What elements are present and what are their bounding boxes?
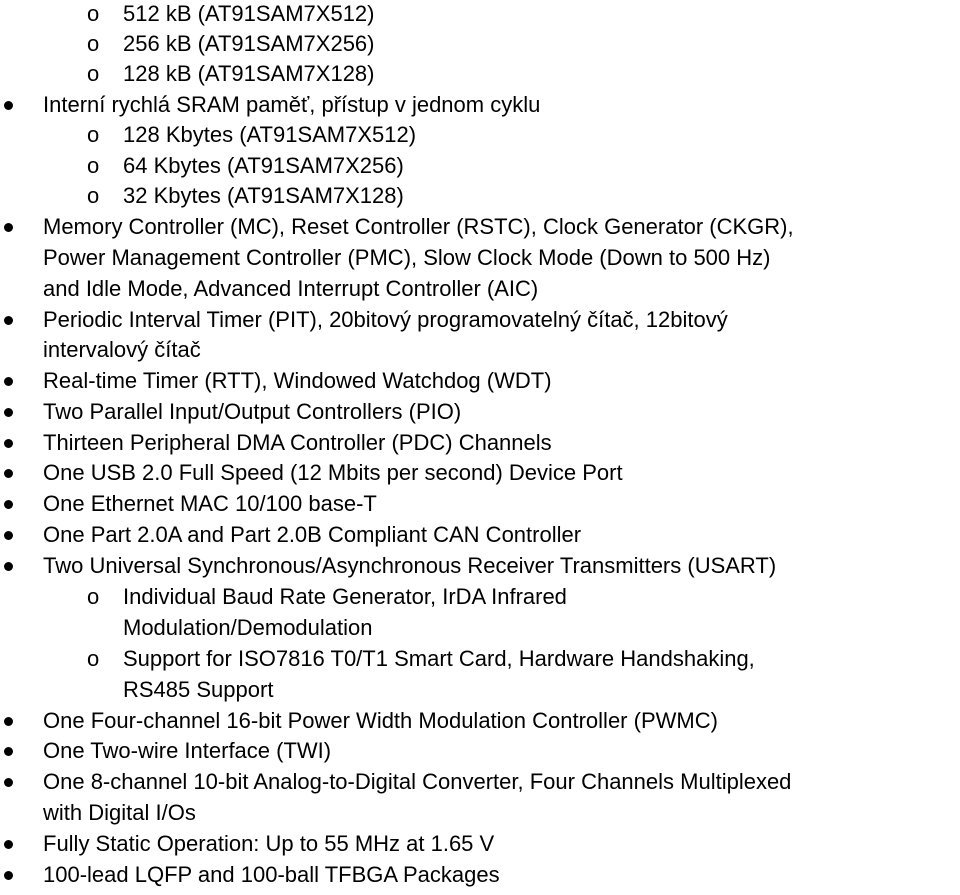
item-text: One Two-wire Interface (TWI) bbox=[43, 738, 332, 763]
sub-bullet-marker: o bbox=[87, 183, 100, 208]
item-text: One Four-channel 16-bit Power Width Modulation Controller (PWMC) bbox=[43, 708, 718, 733]
bullet-item bbox=[0, 429, 960, 459]
sub-item bbox=[0, 152, 960, 182]
bullet-dot-icon bbox=[4, 469, 13, 478]
bullet-dot-icon bbox=[4, 408, 13, 417]
bullet-item bbox=[0, 521, 960, 551]
bullet-dot-icon bbox=[4, 316, 13, 325]
item-text: One USB 2.0 Full Speed (12 Mbits per second) Device Port bbox=[43, 460, 623, 485]
bullet-item bbox=[0, 737, 960, 767]
bullet-dot-icon bbox=[4, 439, 13, 448]
item-text: Support for ISO7816 T0/T1 Smart Card, Hardware Handshaking, bbox=[123, 646, 755, 671]
bullet-item bbox=[0, 367, 960, 397]
item-text: Real-time Timer (RTT), Windowed Watchdog (WDT) bbox=[43, 368, 552, 393]
bullet-item bbox=[0, 398, 960, 428]
item-text: Fully Static Operation: Up to 55 MHz at 1.65 V bbox=[43, 831, 495, 856]
bullet-item bbox=[0, 459, 960, 489]
item-text: Power Management Controller (PMC), Slow Clock Mode (Down to 500 Hz) bbox=[43, 245, 771, 270]
item-text: Two Universal Synchronous/Asynchronous Receiver Transmitters (USART) bbox=[43, 553, 777, 578]
item-text: Thirteen Peripheral DMA Controller (PDC) Channels bbox=[43, 430, 552, 455]
item-text: 128 Kbytes (AT91SAM7X512) bbox=[123, 122, 417, 147]
sub-bullet-marker: o bbox=[87, 646, 100, 671]
bullet-dot-icon bbox=[4, 223, 13, 232]
continuation-line bbox=[0, 336, 960, 366]
item-text: Individual Baud Rate Generator, IrDA Infrared bbox=[123, 584, 567, 609]
sub-bullet-marker: o bbox=[87, 31, 100, 56]
item-text: Periodic Interval Timer (PIT), 20bitový programovatelný čítač, 12bitový bbox=[43, 307, 728, 332]
bullet-dot-icon bbox=[4, 101, 13, 110]
item-text: intervalový čítač bbox=[43, 337, 201, 362]
bullet-item bbox=[0, 768, 960, 798]
bullet-item bbox=[0, 306, 960, 336]
item-text: 512 kB (AT91SAM7X512) bbox=[123, 1, 375, 26]
item-text: Two Parallel Input/Output Controllers (PIO) bbox=[43, 399, 462, 424]
sub-item bbox=[0, 583, 960, 613]
item-text: with Digital I/Os bbox=[43, 800, 196, 825]
bullet-dot-icon bbox=[4, 562, 13, 571]
bullet-item bbox=[0, 830, 960, 860]
continuation-line bbox=[0, 676, 960, 706]
bullet-item bbox=[0, 490, 960, 520]
bullet-dot-icon bbox=[4, 840, 13, 849]
sub-item bbox=[0, 182, 960, 212]
bullet-dot-icon bbox=[4, 717, 13, 726]
sub-bullet-marker: o bbox=[87, 122, 100, 147]
continuation-line bbox=[0, 799, 960, 829]
bullet-dot-icon bbox=[4, 377, 13, 386]
sub-item bbox=[0, 645, 960, 675]
item-text: One 8-channel 10-bit Analog-to-Digital Converter, Four Channels Multiplexed bbox=[43, 769, 792, 794]
item-text: Interní rychlá SRAM paměť, přístup v jednom cyklu bbox=[43, 92, 541, 117]
bullet-item bbox=[0, 861, 960, 891]
sub-item bbox=[0, 60, 960, 90]
continuation-line bbox=[0, 244, 960, 274]
item-text: 256 kB (AT91SAM7X256) bbox=[123, 31, 375, 56]
item-text: and Idle Mode, Advanced Interrupt Controller (AIC) bbox=[43, 276, 539, 301]
item-text: 64 Kbytes (AT91SAM7X256) bbox=[123, 153, 404, 178]
bullet-dot-icon bbox=[4, 747, 13, 756]
sub-item bbox=[0, 121, 960, 151]
continuation-line bbox=[0, 275, 960, 305]
sub-bullet-marker: o bbox=[87, 153, 100, 178]
bullet-item bbox=[0, 213, 960, 243]
item-text: One Part 2.0A and Part 2.0B Compliant CAN Controller bbox=[43, 522, 582, 547]
bullet-item bbox=[0, 91, 960, 121]
bullet-item bbox=[0, 552, 960, 582]
item-text: RS485 Support bbox=[123, 677, 274, 702]
item-text: Modulation/Demodulation bbox=[123, 615, 373, 640]
bullet-item bbox=[0, 707, 960, 737]
item-text: 32 Kbytes (AT91SAM7X128) bbox=[123, 183, 404, 208]
item-text: One Ethernet MAC 10/100 base-T bbox=[43, 491, 377, 516]
item-text: Memory Controller (MC), Reset Controller (RSTC), Clock Generator (CKGR), bbox=[43, 214, 794, 239]
sub-item bbox=[0, 0, 960, 30]
item-text: 100-lead LQFP and 100-ball TFBGA Packages bbox=[43, 862, 500, 887]
continuation-line bbox=[0, 614, 960, 644]
sub-bullet-marker: o bbox=[87, 61, 100, 86]
item-text: 128 kB (AT91SAM7X128) bbox=[123, 61, 375, 86]
sub-item bbox=[0, 30, 960, 60]
bullet-dot-icon bbox=[4, 871, 13, 880]
sub-bullet-marker: o bbox=[87, 1, 100, 26]
sub-bullet-marker: o bbox=[87, 584, 100, 609]
bullet-dot-icon bbox=[4, 778, 13, 787]
bullet-dot-icon bbox=[4, 500, 13, 509]
bullet-dot-icon bbox=[4, 531, 13, 540]
